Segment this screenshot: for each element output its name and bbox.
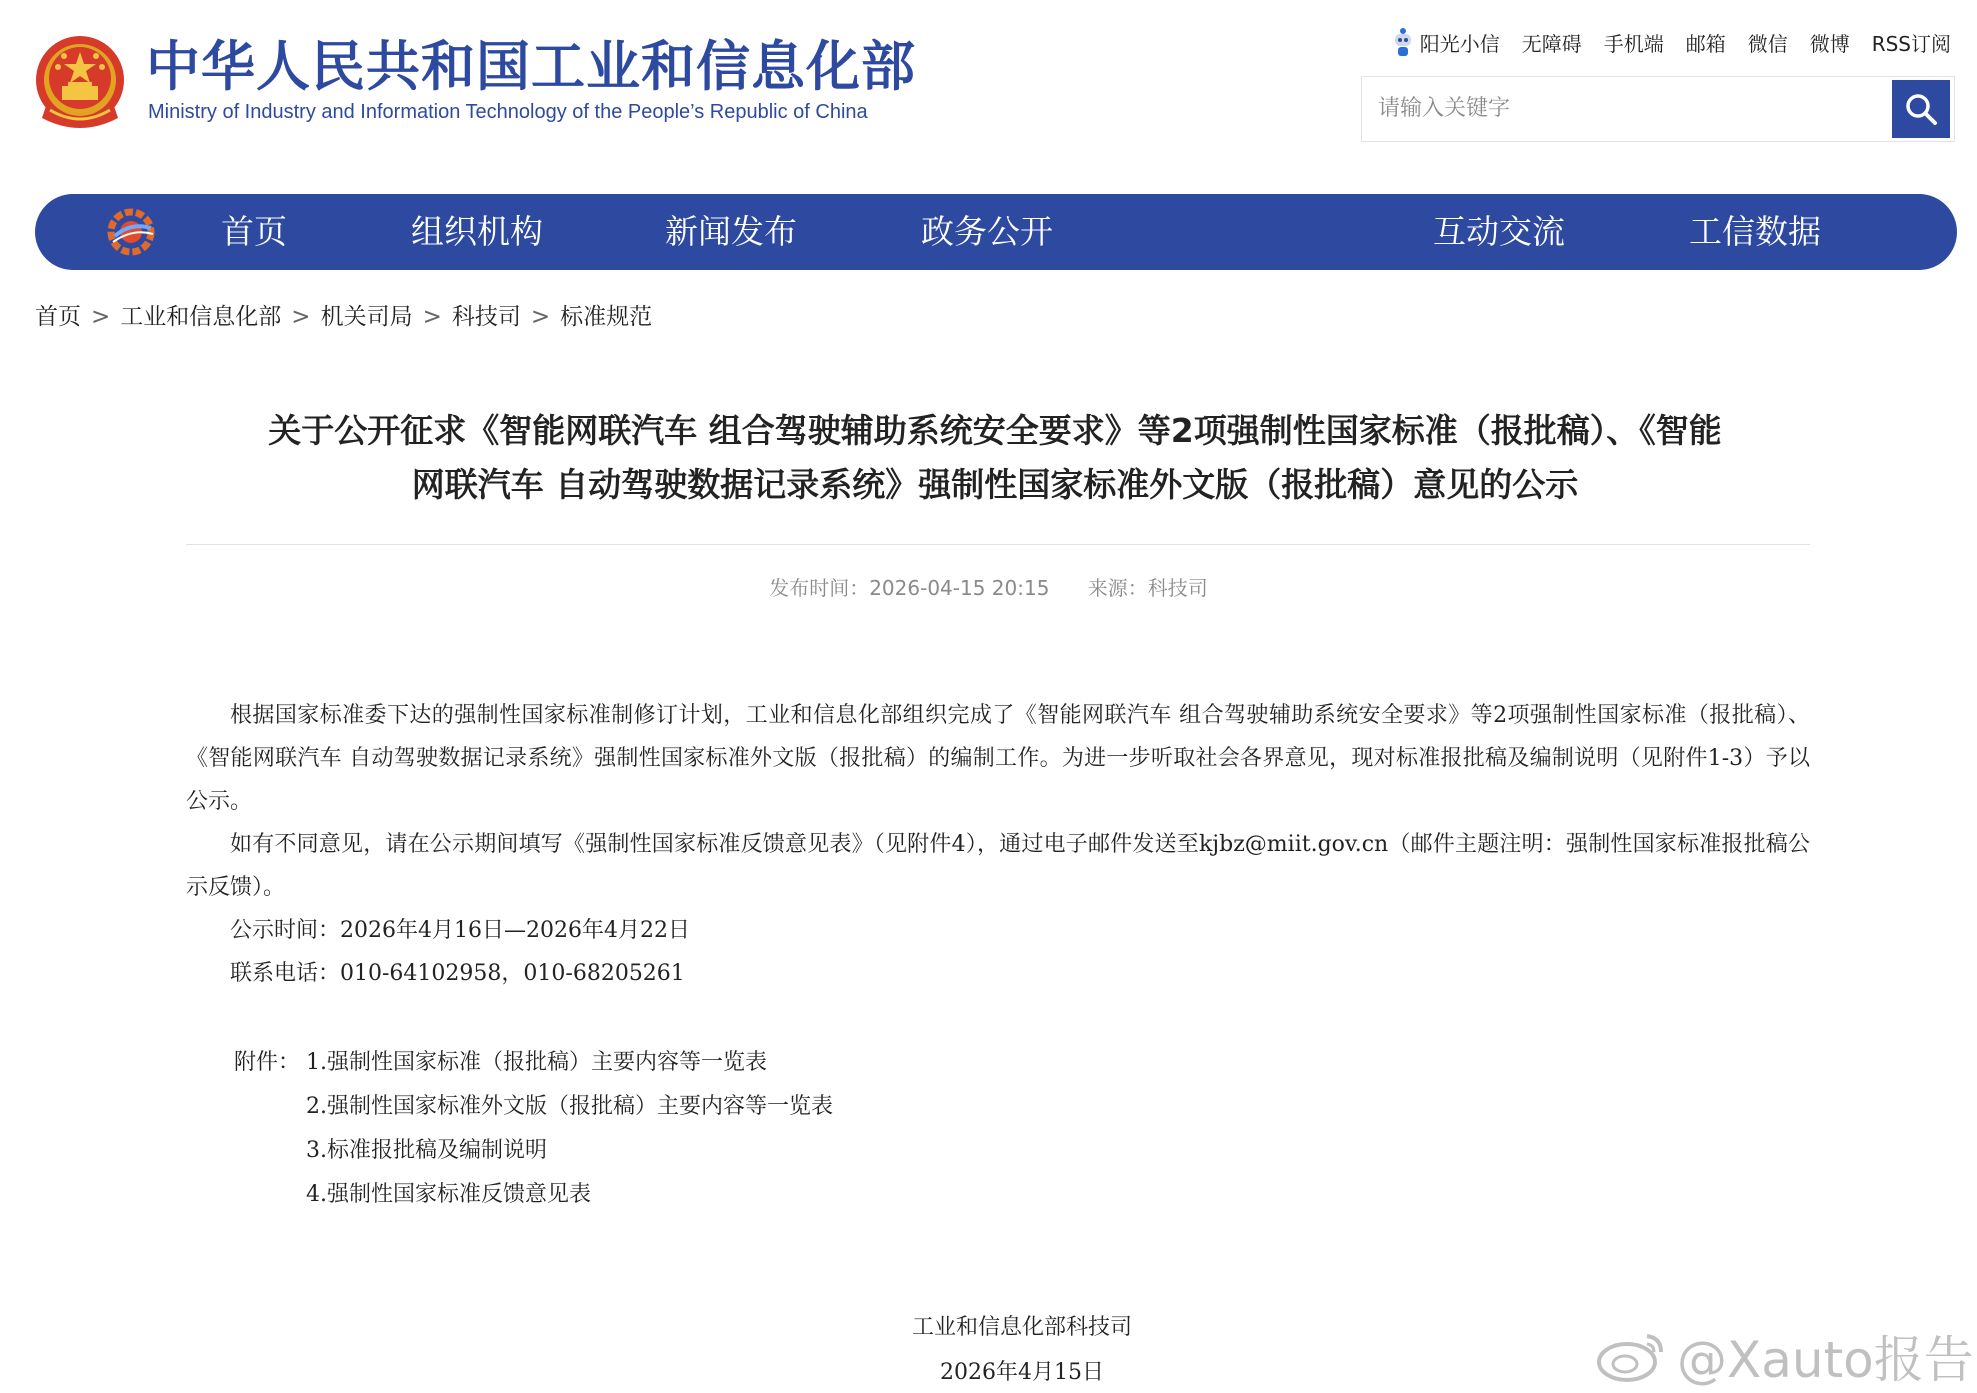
top-link-weibo[interactable]: 微博 [1809, 31, 1850, 56]
nav-organization[interactable]: 组织机构 [411, 212, 543, 251]
breadcrumb [35, 298, 652, 331]
breadcrumb-separator: > [291, 304, 311, 330]
breadcrumb-home[interactable]: 首页 [35, 304, 81, 330]
top-links [1392, 26, 1951, 58]
main-nav [35, 194, 1957, 270]
top-link-wechat[interactable]: 微信 [1747, 31, 1788, 56]
weibo-icon [1595, 1328, 1669, 1384]
signoff-org: 工业和信息化部科技司 [911, 1315, 1132, 1340]
national-emblem-icon [34, 34, 126, 134]
attachment-link[interactable]: 3.标准报批稿及编制说明 [306, 1138, 547, 1163]
paragraph-feedback: 如有不同意见，请在公示期间填写《强制性国家标准反馈意见表》（见附件4），通过电子邮件发送至kjbz@miit.gov.cn（邮件主题注明：强制性国家标准报批稿公示反馈）。 [186, 832, 1810, 900]
breadcrumb-separator: > [422, 304, 442, 330]
paragraph-contact: 联系电话：010-64102958，010-68205261 [230, 961, 685, 986]
attachment-link[interactable]: 1.强制性国家标准（报批稿）主要内容等一览表 [306, 1050, 767, 1075]
nav-government-affairs[interactable]: 政务公开 [921, 212, 1053, 251]
site-subtitle: Ministry of Industry and Information Technology of the People’s Republic of China [148, 101, 868, 123]
top-link-sunshine[interactable] [1392, 26, 1500, 58]
paragraph-intro: 根据国家标准委下达的强制性国家标准制修订计划，工业和信息化部组织完成了《智能网联汽车 组合驾驶辅助系统安全要求》等2项强制性国家标准（报批稿）、《智能网联汽车 自动驾驶数据记录系统》强制性国家标准外文版（报批稿）的编制工作。为进一步听取社会各界意见，现对标准报批稿及编制说明（见附件1-3）予以公示。 [186, 703, 1810, 814]
breadcrumb-science-tech[interactable]: 科技司 [451, 304, 521, 330]
attachments [234, 1041, 833, 1217]
breadcrumb-departments[interactable]: 机关司局 [320, 304, 413, 330]
nav-home[interactable]: 首页 [221, 212, 287, 251]
search-input[interactable] [1362, 77, 1892, 139]
robot-icon [1392, 26, 1414, 58]
article-body [186, 694, 1810, 995]
paragraph-period: 公示时间：2026年4月16日—2026年4月22日 [230, 918, 690, 943]
article-meta [0, 572, 1977, 601]
article-title-line1: 关于公开征求《智能网联汽车 组合驾驶辅助系统安全要求》等2项强制性国家标准（报批稿）、《智能 [268, 411, 1722, 450]
publish-time: 发布时间：2026-04-15 20:15 [769, 576, 1050, 600]
attachments-label: 附件： [234, 1050, 301, 1075]
weibo-watermark [1595, 1320, 1974, 1392]
article-title [180, 404, 1810, 512]
top-link-mobile[interactable]: 手机端 [1603, 31, 1664, 56]
watermark-text: @Xauto报告 [1677, 1331, 1974, 1389]
breadcrumb-separator: > [530, 304, 551, 330]
top-link-sunshine-label[interactable]: 阳光小信 [1419, 31, 1500, 56]
search-box [1361, 76, 1955, 142]
breadcrumb-miit[interactable]: 工业和信息化部 [120, 304, 282, 330]
top-link-accessibility[interactable]: 无障碍 [1521, 31, 1582, 56]
nav-data[interactable]: 工信数据 [1689, 212, 1821, 251]
breadcrumb-standards[interactable]: 标准规范 [560, 304, 653, 330]
top-link-rss[interactable]: RSS订阅 [1871, 31, 1951, 56]
site-title: 中华人民共和国工业和信息化部 [146, 35, 916, 98]
nav-news[interactable]: 新闻发布 [665, 212, 797, 251]
miit-logo-icon [105, 206, 157, 258]
article-source: 来源：科技司 [1087, 576, 1208, 600]
search-button[interactable] [1892, 80, 1950, 138]
attachment-link[interactable]: 2.强制性国家标准外文版（报批稿）主要内容等一览表 [306, 1094, 833, 1119]
nav-interaction[interactable]: 互动交流 [1433, 212, 1565, 251]
search-icon [1904, 92, 1938, 126]
breadcrumb-separator: > [91, 304, 111, 330]
signoff-date: 2026年4月15日 [940, 1360, 1104, 1385]
top-link-mail[interactable]: 邮箱 [1685, 31, 1726, 56]
attachment-link[interactable]: 4.强制性国家标准反馈意见表 [306, 1182, 591, 1207]
article-title-line2: 网联汽车 自动驾驶数据记录系统》强制性国家标准外文版（报批稿）意见的公示 [411, 465, 1579, 504]
title-divider [186, 544, 1810, 545]
